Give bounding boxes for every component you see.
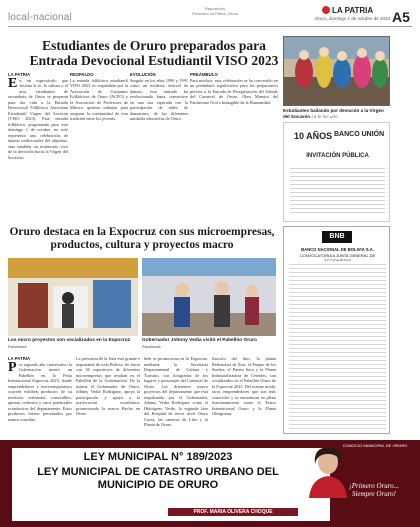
header-line: Repositorio xyxy=(204,6,226,11)
ad-bank-name: BANCO UNIÓN xyxy=(334,131,385,138)
section-label: local-nacional xyxy=(8,12,72,23)
article2-photo-right xyxy=(142,258,276,336)
article1-col1-text: n un espectáculo que fusiona la fe, la cultura y el arte, estudiantes de secundaria de Oruro se preparan para dar vida a la Entrada Devocional Folklórica Autóctona Estudiantil Virgen del Socavón (VISO 2023). Esta entrada folklórica, programada para este domingo 1 de octubre, no solo representa una celebración de danzas tradicionales del altiplano, sino también un testimonio vivo de la devoción hacia la Virgen del Socavón. xyxy=(8,77,68,160)
article2-photo-right-caption xyxy=(142,338,276,349)
article1-subhead: RESPALDO xyxy=(70,72,94,77)
article1-col4-text: Para muchos, esta celebración se ha convertido en un preámbulo significativo para los preparativos previos a la Entrada de Peregrinación del Sábado del Carnaval de Oruro, Obra Maestra del Patrimonio Oral e Intangible de la Humanidad. xyxy=(190,77,278,105)
header-line: Periódico La Patria, Oruro xyxy=(191,11,239,16)
banner-official-name: PROF. MARIA OLIVERA CHOQUE xyxy=(168,508,298,516)
article2-headline: Oruro destaca en la Expocruz con sus microempresas, productos, cultura y proyectos macro xyxy=(9,226,275,251)
article1-subhead: PREÁMBULO xyxy=(190,72,218,77)
article2-dropcap: P xyxy=(8,359,17,375)
header-date: Oruro, domingo 1 de octubre de 2023 xyxy=(314,16,390,21)
caption-source: Facebook xyxy=(142,343,161,349)
logo-text: LA PATRIA xyxy=(332,6,374,15)
slogan-line: Siempre Oruro! xyxy=(351,490,396,498)
article1-col3-text: Surgida en los años 1990 y 1991 como un modesto festival de danzas, ésta entrada ha evolucionado hasta convertirse en una cita esperada con la participación de miles de danzarines, de las diferentes unidades educativas de Oruro. xyxy=(130,77,188,121)
article2-col3-text: bién se promociona en la Expocruz, mediante la Secretaría Departamental de Cultura y Turismo, con fotografías de los lugares y personajes del Carnaval de Oruro. Los diferentes macro proyectos del departamento que está impulsando por el Gobernador, Johnny Vedia Rodríguez como el Hidrógeno Verde, la segunda fase del Hospital de tercer nivel Oruro Corea, las canteras de Litio y la Planta de Oruro. xyxy=(144,356,208,427)
banner-law-title: LEY MUNICIPAL DE CATASTRO URBANO DEL MUNICIPIO DE ORURO xyxy=(37,466,279,491)
article2-col1-text: or segundo año consecutivo la Gobernación montó un Pabellón en la Feria Internacional Expocruz 2023, donde emprendedores y microempresarios ocurren exhiben productos de su territorio: artesanías, comestibles, quinua, cerámica y otros potenciales económicos del departamento. Estos productos fueron presentados por manos orureñas. xyxy=(8,361,72,422)
caption-source: Facebook xyxy=(8,343,27,349)
article2-col2-text: La presencia de la feria esta grande e importante de toda Bolivia. Se inicia con 36 expositores de diferentes microempresas que resaltan en el Pabellón de la Gobernación. De la misma el Gobernador de Oruro, Johnny Vedia Rodríguez, apoya la participación y apoya a la reactivación económica, promoviendo la marca Hecho en Oruro. xyxy=(76,356,140,416)
article1-photo-caption xyxy=(283,108,390,119)
article2-col4-text: lización del litio, la planta Refinadora de Zinc, el Parque de los Sueños, el Puerto Seco y la Planta Industrializadora de Cereales, son socializados en el Pabellón Oruro de la Expocruz 2023. Del mismo modo, otros emprendedores que son más conocidos y se encuentran en pleno funcionamiento como el Teatro Internacional Oruro y la Planta Oleaginosa. xyxy=(212,356,276,416)
header-center-text xyxy=(160,6,270,16)
article1-col1 xyxy=(8,72,68,160)
banner-law-number: LEY MUNICIPAL N° 189/2023 xyxy=(83,451,233,463)
article1-col4 xyxy=(190,72,278,105)
page-number: A5 xyxy=(392,9,410,25)
caption-text: Estudiantes bailando por devoción a la Virgen del Socavón xyxy=(283,108,384,119)
article2-col1 xyxy=(8,356,72,422)
bnb-subtitle: CONVOCATORIA A JUNTA GENERAL DE xyxy=(299,253,376,258)
article1-subhead: EVOLUCIÓN xyxy=(130,72,156,77)
bnb-text-block xyxy=(289,261,386,429)
article1-headline: Estudiantes de Oruro preparados para Entrada Devocional Estudiantil VISO 2023 xyxy=(29,38,279,68)
article1-dropcap: E xyxy=(8,75,18,91)
article2-photo-left-caption xyxy=(8,338,138,349)
logo-icon xyxy=(322,6,330,14)
invitation-title: INVITACIÓN PÚBLICA xyxy=(306,153,369,159)
header-divider xyxy=(8,26,412,27)
article1-agency: LA PATRIA xyxy=(8,72,31,77)
slogan-line: ¡Primero Oruro... xyxy=(348,482,400,490)
article2-agency: LA PATRIA xyxy=(8,356,31,361)
bnb-title: BANCO NACIONAL DE BOLIVIA S.A. xyxy=(301,247,374,252)
invitation-text-block xyxy=(290,165,385,215)
bnb-notice xyxy=(283,226,390,434)
article1-photo xyxy=(283,36,390,106)
article2-col2 xyxy=(76,356,140,417)
ad-anniversary: 10 AÑOS xyxy=(294,131,333,141)
caption-text: Gobernador Johnny Vedia visitó el Pabellón Oruro xyxy=(142,338,257,343)
article2-col4 xyxy=(212,356,276,417)
article2-photo-left xyxy=(8,258,138,336)
article1-col2-text: La entrada folklórica estudiantil VISO 2023 es respaldada por la Asociación de Conjuntos Folklóricos de Oruro (ACFO) y la Asociación de Profesores de Música, quienes trabajan para asegurar la continuidad de esta tradición entre los jóvenes. xyxy=(70,77,128,121)
banner-slogan xyxy=(330,482,418,498)
banner-council: CONCEJO MUNICIPAL DE ORURO xyxy=(342,443,408,448)
newspaper-logo xyxy=(322,6,373,15)
article1-col2 xyxy=(70,72,128,122)
article1-col3 xyxy=(130,72,188,122)
caption-suffix: La fe los une. xyxy=(311,113,339,119)
article2-col3 xyxy=(144,356,208,428)
caption-text: Los micro proyectos son socializados en la Expocruz xyxy=(8,338,131,343)
bank-union-ad xyxy=(283,122,390,222)
bnb-logo: BNB xyxy=(322,231,352,243)
